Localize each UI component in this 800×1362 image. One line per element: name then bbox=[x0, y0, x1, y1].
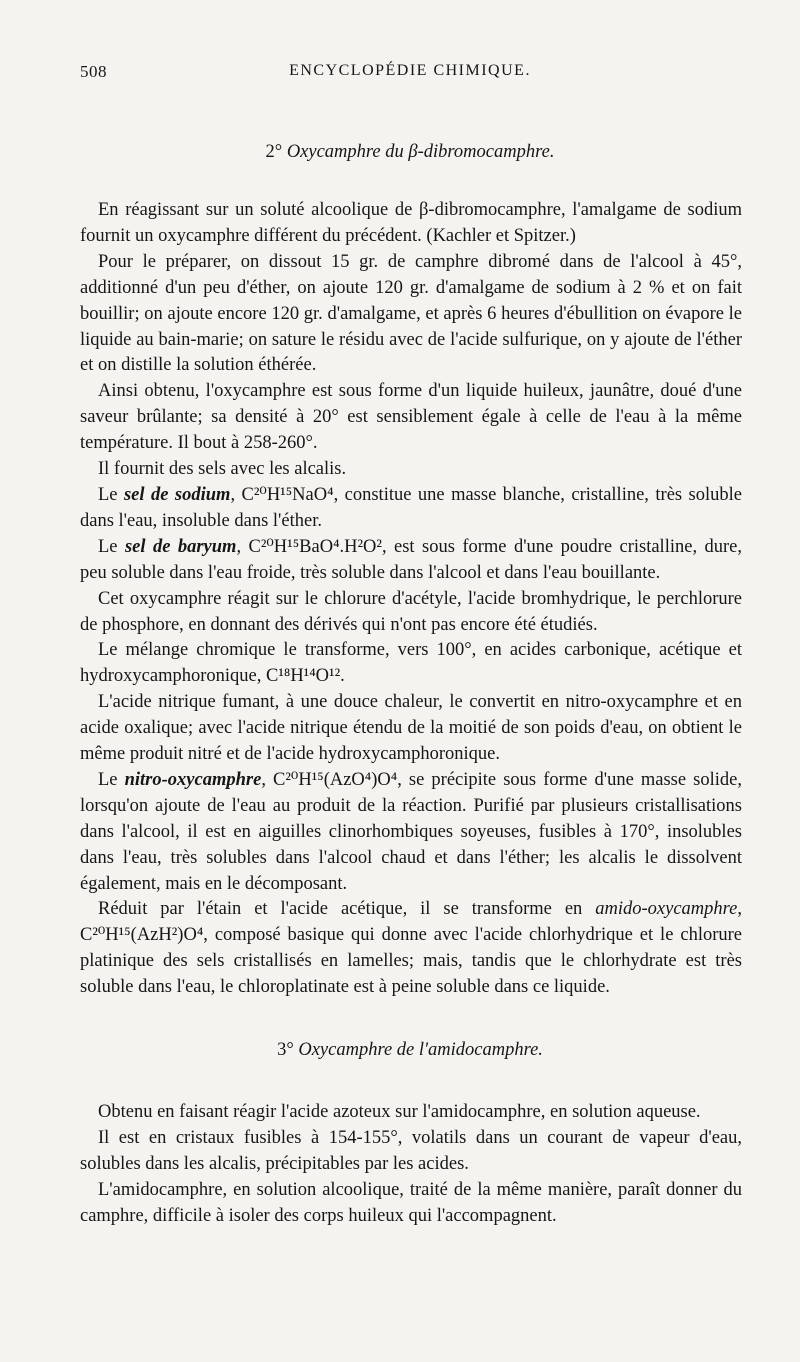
paragraph: Il est en cristaux fusibles à 154-155°, volatils dans un courant de vapeur d'eau, solubles dans les alcalis, précipitables par les acides. bbox=[80, 1127, 742, 1174]
paragraph: Le mélange chromique le transforme, vers 100°, en acides carbonique, acétique et hydroxycamphoronique, C¹⁸H¹⁴O¹². bbox=[80, 640, 742, 687]
section-3-title bbox=[80, 1040, 740, 1061]
term: sel de sodium bbox=[123, 484, 231, 505]
page-header bbox=[80, 62, 740, 86]
section-2-body bbox=[80, 198, 742, 1001]
section-3-heading: Oxycamphre de l'amidocamphre. bbox=[298, 1040, 543, 1060]
paragraph: Ainsi obtenu, l'oxycamphre est sous forme d'un liquide huileux, jaunâtre, doué d'une saveur brûlante; sa densité à 20° est sensiblement égale à celle de l'eau à la même température. Il bout à 258-260°. bbox=[80, 381, 742, 454]
paragraph: Obtenu en faisant réagir l'acide azoteux sur l'amidocamphre, en solution aqueuse. bbox=[98, 1102, 701, 1122]
paragraph: Réduit par l'étain et l'acide acétique, il se transforme en amido-oxycamphre, C²⁰H¹⁵(AzH²)O⁴, composé basique qui donne avec l'acide chlorhydrique et le chlorure platinique des sels cristallisés en lamelles; mais, tandis que le chlorhydrate est très soluble dans l'eau, le chloroplatinate est à peine soluble dans ce liquide. bbox=[80, 899, 742, 998]
paragraph: L'acide nitrique fumant, à une douce chaleur, le convertit en nitro-oxycamphre et en acide oxalique; avec l'acide nitrique étendu de la moitié de son poids d'eau, on obtient le même produit nitré et de l'acide hydroxycamphoronique. bbox=[80, 692, 742, 765]
paragraph: L'amidocamphre, en solution alcoolique, traité de la même manière, paraît donner du camphre, difficile à isoler des corps huileux qui l'accompagnent. bbox=[80, 1179, 742, 1226]
paragraph: Le sel de sodium, C²⁰H¹⁵NaO⁴, constitue une masse blanche, cristalline, très soluble dans l'eau, insoluble dans l'éther. bbox=[80, 484, 743, 531]
section-2-heading: Oxycamphre du β-dibromocamphre. bbox=[286, 142, 555, 162]
paragraph: Le nitro-oxycamphre, C²⁰H¹⁵(AzO⁴)O⁴, se précipite sous forme d'une masse solide, lorsqu'on ajoute de l'eau au produit de la réaction. Purifié par plusieurs cristallisations dans l'alcool, il est en aiguilles clinorhombiques soyeuses, fusibles à 170°, insolubles dans l'eau, très solubles dans l'alcool chaud et dans l'éther; les alcalis le dissolvent également, mais en le décomposant. bbox=[80, 769, 742, 894]
term: nitro-oxycamphre bbox=[124, 769, 262, 790]
paragraph: Il fournit des sels avec les alcalis. bbox=[98, 459, 347, 480]
paragraph: En réagissant sur un soluté alcoolique de β-dibromocamphre, l'amalgame de sodium fournit un oxycamphre différent du précédent. (Kachler et Spitzer.) bbox=[80, 200, 742, 246]
section-3-body bbox=[80, 1100, 742, 1230]
term: amido-oxycamphre bbox=[595, 899, 738, 920]
section-2-title bbox=[80, 142, 740, 163]
paragraph: Pour le préparer, on dissout 15 gr. de camphre dibromé dans de l'alcool à 45°, additionné d'un peu d'éther, on ajoute 120 gr. d'amalgame de sodium à 2 % et on fait bouillir; on ajoute encore 120 gr. d'amalgame, et après 6 heures d'ébullition on évapore le liquide au bain-marie; on sature le résidu avec de l'acide sulfurique, on y ajoute de l'éther et on distille la solution éthérée. bbox=[80, 251, 742, 376]
term: sel de baryum bbox=[124, 536, 237, 557]
paragraph: Cet oxycamphre réagit sur le chlorure d'acétyle, l'acide bromhydrique, le perchlorure de phosphore, en donnant des dérivés qui n'ont pas encore été étudiés. bbox=[80, 588, 742, 635]
page-number: 508 bbox=[80, 62, 107, 81]
paragraph: Le sel de baryum, C²⁰H¹⁵BaO⁴.H²O², est sous forme d'une poudre cristalline, dure, peu soluble dans l'eau froide, très soluble dans l'alcool et dans l'eau bouillante. bbox=[80, 536, 742, 583]
section-3-number: 3° bbox=[277, 1040, 294, 1060]
running-title: ENCYCLOPÉDIE CHIMIQUE. bbox=[289, 62, 531, 79]
section-2-number: 2° bbox=[265, 142, 283, 162]
